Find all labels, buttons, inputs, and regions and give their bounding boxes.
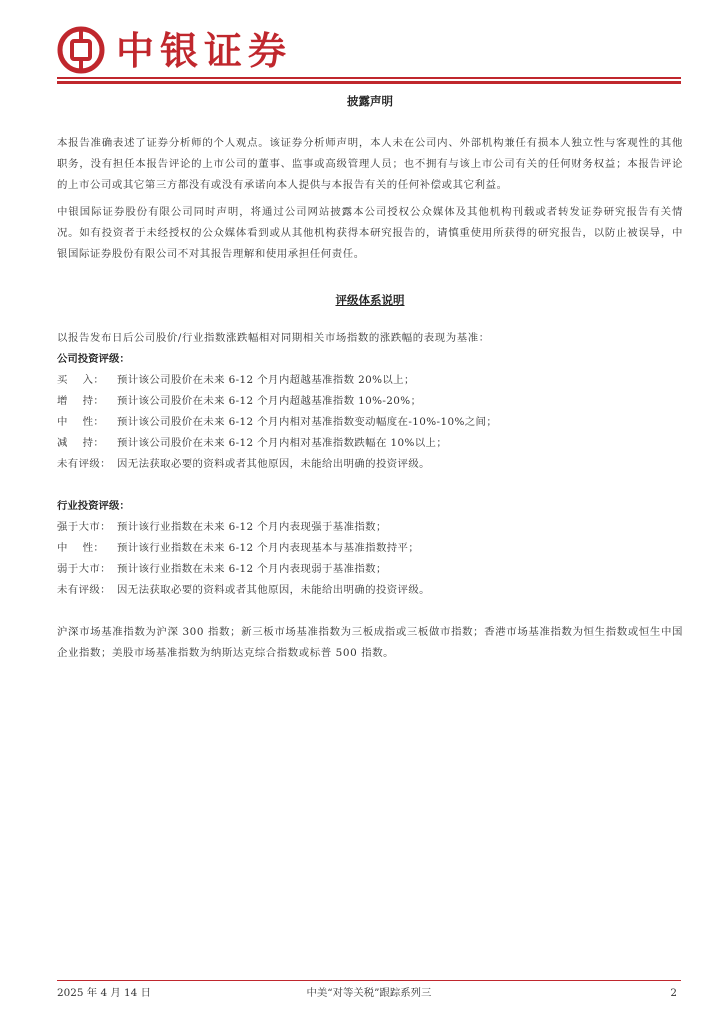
rating-desc: 预计该公司股价在未来 6-12 个月内相对基准指数变动幅度在-10%-10%之间； (117, 416, 498, 428)
company-rating-row (57, 433, 683, 454)
rating-label: 中 性： (57, 542, 105, 554)
rating-desc: 因无法获取必要的资料或者其他原因，未能给出明确的投资评级。 (117, 458, 430, 470)
report-body (57, 90, 683, 664)
company-rating-row (57, 412, 683, 433)
page-number: 2 (670, 987, 677, 999)
company-rating-title: 公司投资评级： (57, 353, 130, 365)
rating-desc: 预计该公司股价在未来 6-12 个月内超越基准指数 10%-20%； (117, 395, 422, 407)
industry-rating-row (57, 580, 683, 601)
rating-label: 弱于大市： (57, 563, 111, 575)
rating-label: 减 持： (57, 437, 105, 449)
rating-label: 增 持： (57, 395, 105, 407)
disclosure-paragraph-2: 中银国际证券股份有限公司同时声明，将通过公司网站披露本公司授权公众媒体及其他机构刊载或者转发证券研究报告有关情况。如有投资者于未经授权的公众媒体看到或从其他机构获得本研究报告的，请慎重使用所获得的研究报告，以防止被误导，中银国际证券股份有限公司不对其报告理解和使用承担任何责任。 (57, 206, 683, 260)
rating-desc: 预计该行业指数在未来 6-12 个月内表现基本与基准指数持平； (117, 542, 420, 554)
disclosure-paragraph-1: 本报告准确表述了证券分析师的个人观点。该证券分析师声明，本人未在公司内、外部机构兼任有损本人独立性与客观性的其他职务，没有担任本报告评论的上市公司的董事、监事或高级管理人员；也不拥有与该上市公司有关的任何财务权益；本报告评论的上市公司或其它第三方都没有或没有承诺向本人提供与本报告有关的任何补偿或其它利益。 (57, 137, 683, 191)
rating-desc: 预计该行业指数在未来 6-12 个月内表现强于基准指数； (117, 521, 387, 533)
rating-basis: 以报告发布日后公司股价/行业指数涨跌幅相对同期相关市场指数的涨跌幅的表现为基准： (57, 332, 490, 344)
header-rule (57, 77, 681, 79)
rating-label: 未有评级： (57, 584, 111, 596)
rating-label: 强于大市： (57, 521, 111, 533)
rating-desc: 预计该公司股价在未来 6-12 个月内超越基准指数 20%以上； (117, 374, 415, 386)
rating-desc: 预计该公司股价在未来 6-12 个月内相对基准指数跌幅在 10%以上； (117, 437, 448, 449)
rating-label: 中 性： (57, 416, 105, 428)
company-rating-row (57, 391, 683, 412)
industry-rating-row (57, 559, 683, 580)
rating-desc: 因无法获取必要的资料或者其他原因，未能给出明确的投资评级。 (117, 584, 430, 596)
disclosure-title: 披露声明 (347, 94, 393, 108)
industry-rating-title: 行业投资评级： (57, 500, 130, 512)
report-date: 2025 年 4 月 14 日 (57, 987, 151, 999)
bank-of-china-logo-icon (57, 26, 105, 74)
industry-rating-row (57, 538, 683, 559)
report-series: 中美“对等关税”跟踪系列三 (306, 987, 432, 999)
benchmark-note: 沪深市场基准指数为沪深 300 指数；新三板市场基准指数为三板成指或三板做市指数；香港市场基准指数为恒生指数或恒生中国企业指数；美股市场基准指数为纳斯达克综合指数或标普 500 指数。 (57, 626, 683, 659)
company-rating-row (57, 454, 683, 475)
rating-system-title: 评级体系说明 (335, 293, 405, 307)
rating-label: 买 入： (57, 374, 105, 386)
page-footer (57, 984, 681, 1002)
rating-label: 未有评级： (57, 458, 111, 470)
footer-rule (57, 980, 681, 981)
rating-desc: 预计该行业指数在未来 6-12 个月内表现弱于基准指数； (117, 563, 387, 575)
page-header (0, 0, 724, 90)
company-rating-row (57, 370, 683, 391)
header-rule-thick (57, 81, 681, 84)
brand-name: 中银证券 (116, 29, 293, 73)
industry-rating-row (57, 517, 683, 538)
